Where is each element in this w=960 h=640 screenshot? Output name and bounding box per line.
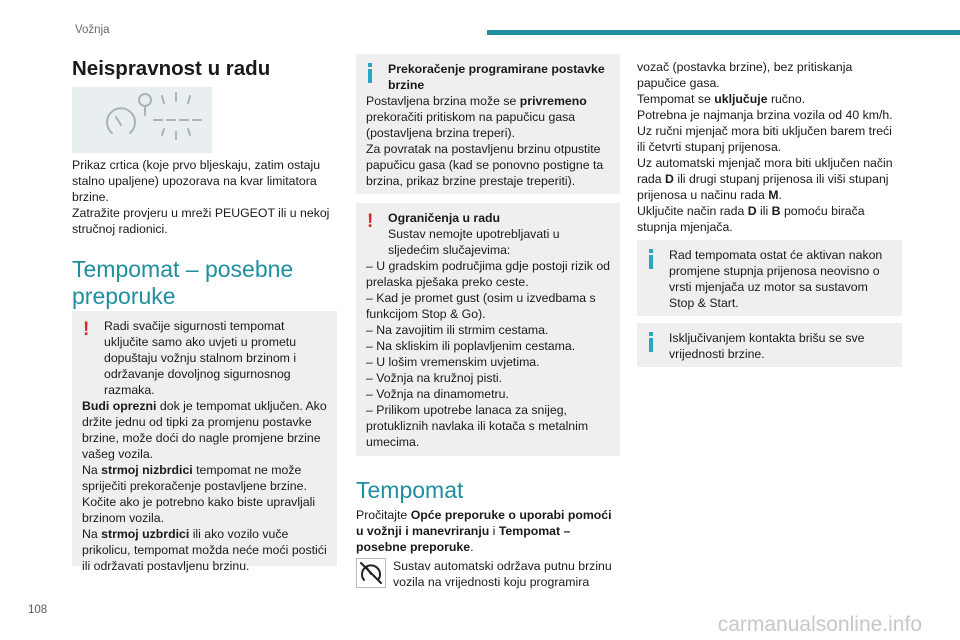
limits-list-item: – Vožnja na kružnoj pisti.: [366, 371, 503, 385]
header-accent-bar: [487, 30, 960, 35]
running-header: Vožnja: [75, 24, 110, 36]
limits-list-item: – Prilikom upotrebe lanaca za snijeg, protukliznih navlaka ili kotača s metalnim umecima.: [366, 403, 589, 449]
section-title-cruise: Tempomat: [356, 477, 464, 503]
info-icon: [649, 332, 653, 352]
watermark: carmanualsonline.info: [717, 613, 922, 636]
info-icon: [649, 249, 653, 269]
info-box-overspeed: Prekoračenje programirane postavke brzine Postavljena brzina može se privremeno prekoračiti pritiskom na papučicu gasa (postavljena brzina treperi). Za povratak na postavljenu brzinu otpustite papučicu gasa (kad se ponovno postigne ta brzina, prikaz brzine prestaje treperiti).: [356, 54, 620, 194]
limits-list-item: – Vožnja na dinamometru.: [366, 387, 509, 401]
warning-box-limits: ! Ograničenja u radu Sustav nemojte upotrebljavati u sljedećim slučajevima: – U gradskim područjima gdje postoji rizik od prelaska pješaka preko ceste. – Kad je promet gust (osim u izvedbama s funkcijom Stop & Go). – Na zavojitim ili strmim cestama. – Na skliskim ili poplavljenim cestama. – U lošim vremenskim uvjetima. – Vožnja na kružnoj pisti. – Vožnja na dinamometru. – Prilikom upotrebe lanaca za snijeg, protukliznih navlaka ili kotača s metalnim umecima.: [356, 203, 620, 456]
fault-advice: Zatražite provjeru u mreži PEUGEOT ili u nekoj stručnoj radionici.: [72, 206, 330, 236]
warning-exclamation-icon: !: [83, 319, 90, 340]
section-title-fault: Neispravnost u radu: [72, 57, 271, 80]
page-number: 108: [28, 604, 48, 616]
limits-list-item: – Na zavojitim ili strmim cestama.: [366, 323, 549, 337]
limits-list-item: – U gradskim područjima gdje postoji rizik od prelaska pješaka preko ceste.: [366, 259, 610, 289]
limits-list-item: – Kad je promet gust (osim u izvedbama s funkcijom Stop & Go).: [366, 291, 596, 321]
warning-box-title: Ograničenja u radu: [388, 211, 501, 225]
limits-list-item: – Na skliskim ili poplavljenim cestama.: [366, 339, 576, 353]
speed-limiter-fault-icon: [72, 87, 212, 153]
cruise-description: Sustav automatski održava putnu brzinu vozila na vrijednosti koju programira: [393, 559, 612, 589]
limits-list-item: – U lošim vremenskim uvjetima.: [366, 355, 540, 369]
fault-paragraph: Prikaz crtica (koje prvo bljeskaju, zatim ostaju stalno upaljene) upozorava na kvar limitatora brzine.: [72, 158, 321, 204]
info-box-gear-change: Rad tempomata ostat će aktivan nakon promjene stupnja prijenosa neovisno o vrsti mjenjača uz motor sa sustavom Stop & Start.: [637, 240, 902, 316]
section-title-recommendations: Tempomat – posebne preporuke: [72, 256, 294, 309]
cruise-control-icon: [356, 558, 386, 588]
read-reference: Pročitajte Opće preporuke o uporabi pomoći u vožnji i manevriranju i Tempomat – posebne preporuke.: [356, 508, 612, 554]
info-icon: [368, 63, 372, 83]
warning-exclamation-icon: !: [367, 211, 374, 232]
info-box-ignition: Isključivanjem kontakta brišu se sve vrijednosti brzine.: [637, 323, 902, 367]
warning-box-safety: ! Radi svačije sigurnosti tempomat uključite samo ako uvjeti u prometu dopuštaju vožnju stalnom brzinom i održavanje dovoljnog sigurnosnog razmaka. Budi oprezni dok je tempomat uključen. Ako držite jednu od tipki za promjenu postavke brzine, može doći do nagle promjene brzine vašeg vozila. Na strmoj nizbrdici tempomat ne može spriječiti prekoračenje postavljene brzine. Kočite ako je potrebno kako biste upravljali brzinom vozila. Na strmoj uzbrdici ili ako vozilo vuče prikolicu, tempomat možda neće moći postići ili održavati postavljenu brzinu.: [72, 311, 337, 566]
info-box-title: Prekoračenje programirane postavke brzine: [388, 62, 605, 92]
